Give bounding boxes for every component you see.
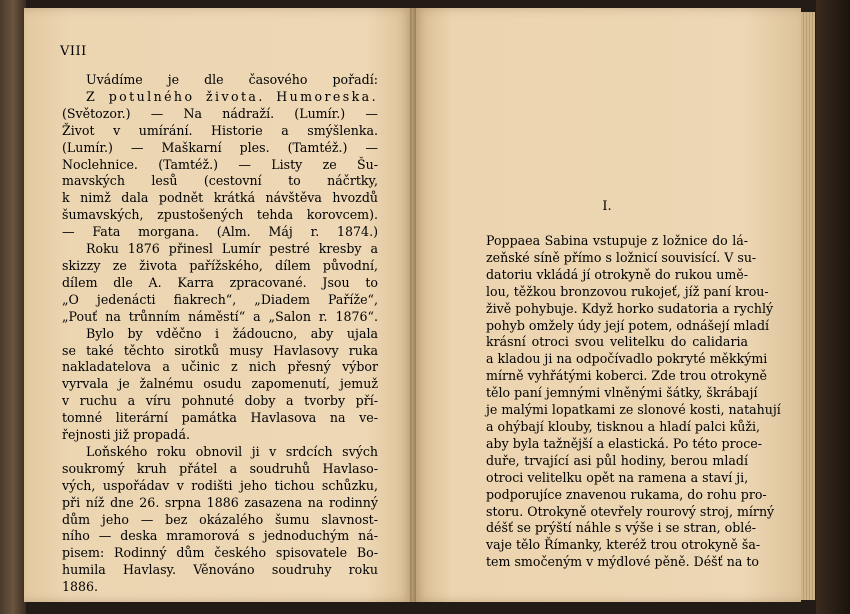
- text-line: k nimž dala podnět krátká návštěva hvozdů: [62, 190, 378, 206]
- text-line: a ohýbají klouby, tisknou a hladí palci kůži,: [486, 418, 761, 434]
- text-line: mírně vyhřátými koberci. Zde trou otrokyně: [486, 368, 768, 384]
- text-line: lou, těžkou bronzovou rukojeť, jíž paní krou-: [486, 283, 769, 299]
- text-line: humila Havlasy. Věnováno soudruhy roku: [62, 562, 378, 578]
- text-line: Z potulného života. Humoreska.: [86, 88, 378, 104]
- text-line: zeňské síně přímo s ložnicí souvisící. V su-: [486, 249, 757, 265]
- right-page-text: [486, 233, 781, 571]
- text-line: Noclehnice. (Tamtéž.) — Listy ze Šu-: [62, 156, 378, 172]
- text-line: při níž dne 26. srpna 1886 zasazena na rodinný: [62, 494, 378, 510]
- text-line: 1886.: [62, 579, 99, 595]
- text-line: Loňského roku obnovil ji v srdcích svých: [86, 443, 378, 459]
- text-line: Roku 1876 přinesl Lumír pestré kresby a: [86, 241, 378, 257]
- text-line: v ruchu a víru pohnuté doby a tvorby pří-: [62, 393, 378, 409]
- text-line: tem smočeným v mýdlové pěně. Déšť na to: [486, 554, 759, 570]
- text-line: Uvádíme je dle časového pořadí:: [86, 72, 378, 87]
- text-line: „O jedenácti fiakrech“, „Diadem Paříže“,: [62, 291, 378, 307]
- text-line: je malými lopatkami ze slonové kosti, natahují: [486, 402, 781, 418]
- text-line: podporujíce znavenou rukama, do rohu pro-: [486, 486, 767, 502]
- text-line: šumavských, zpustošených tehda korovcem).: [62, 207, 378, 223]
- left-page-text: [62, 72, 378, 596]
- page-number: VIII: [60, 44, 87, 59]
- text-line: vyrvala je žalnému osudu zapomenutí, jemuž: [62, 376, 378, 392]
- text-line: krásní otroci svou velitelku do calidaria: [486, 334, 748, 350]
- text-line: dům jeho — bez okázalého šumu slavnost-: [62, 511, 378, 527]
- text-line: déšť se prýští náhle s výše i se stran, oblé-: [486, 520, 757, 536]
- text-line: soukromý kruh přátel a soudruhů Havlaso-: [62, 460, 378, 476]
- book-cover-right-edge: [816, 0, 850, 614]
- page-stack-edge: [801, 12, 815, 600]
- text-line: pohyb omžely údy její potem, odnášejí mladí: [486, 317, 770, 333]
- text-line: se také těchto sirotků musy Havlasovy ruka: [62, 342, 378, 358]
- text-line: vaje tělo Římanky, kteréž trou otrokyně ša-: [486, 537, 761, 553]
- book-spine: [410, 8, 416, 602]
- text-line: datoriu vkládá jí otrokyně do rukou umě-: [486, 266, 748, 282]
- text-line: aby byla tažnější a elastická. Po této proce-: [486, 435, 762, 451]
- text-line: (Lumír.) — Maškarní ples. (Tamtéž.) —: [62, 139, 378, 155]
- text-line: nakladatelova a učinic z nich přesný výbor: [62, 359, 378, 375]
- text-line: tomné literární památka Havlasova na ve-: [62, 410, 378, 426]
- text-line: mavských lesů (cestovní to náčrtky,: [62, 173, 378, 189]
- text-line: a kladou ji na odpočívadlo pokryté měkkými: [486, 351, 768, 367]
- text-line: vých, uspořádav v rodišti jeho tichou schůzku,: [62, 477, 378, 493]
- chapter-heading: I.: [602, 199, 612, 214]
- text-line: dílem dle A. Karra zpracované. Jsou to: [62, 274, 378, 290]
- text-line: ního — deska mramorová s jednoduchým ná-: [62, 528, 378, 544]
- text-line: řejnosti již propadá.: [62, 427, 191, 443]
- text-line: Poppaea Sabina vstupuje z ložnice do lá-: [486, 233, 748, 248]
- text-line: storu. Otrokyně otevřely rourový stroj, mírný: [486, 503, 775, 519]
- text-line: živě pohybuje. Když horko sudatoria a rychlý: [486, 300, 774, 316]
- text-line: Bylo by vděčno i žádoucno, aby ujala: [86, 325, 378, 341]
- book-cover-left-edge: [0, 0, 26, 614]
- text-line: Život v umírání. Historie a smýšlenka.: [62, 122, 378, 138]
- text-line: — Fata morgana. (Alm. Máj r. 1874.): [62, 224, 378, 240]
- text-line: tělo paní jemnými vlněnými šátky, škrábají: [486, 385, 758, 401]
- text-line: „Pouť na trůnním náměstí“ a „Salon r. 1876“.: [62, 308, 378, 324]
- text-line: pisem: Rodinný dům českého spisovatele Bo-: [62, 545, 378, 561]
- text-line: (Světozor.) — Na nádraží. (Lumír.) —: [62, 105, 378, 121]
- text-line: duře, trvající asi půl hodiny, berou mladí: [486, 452, 748, 468]
- text-line: skizzy ze života pařížského, dílem původní,: [62, 257, 378, 273]
- text-line: otroci velitelku opět na ramena a staví ji,: [486, 469, 749, 485]
